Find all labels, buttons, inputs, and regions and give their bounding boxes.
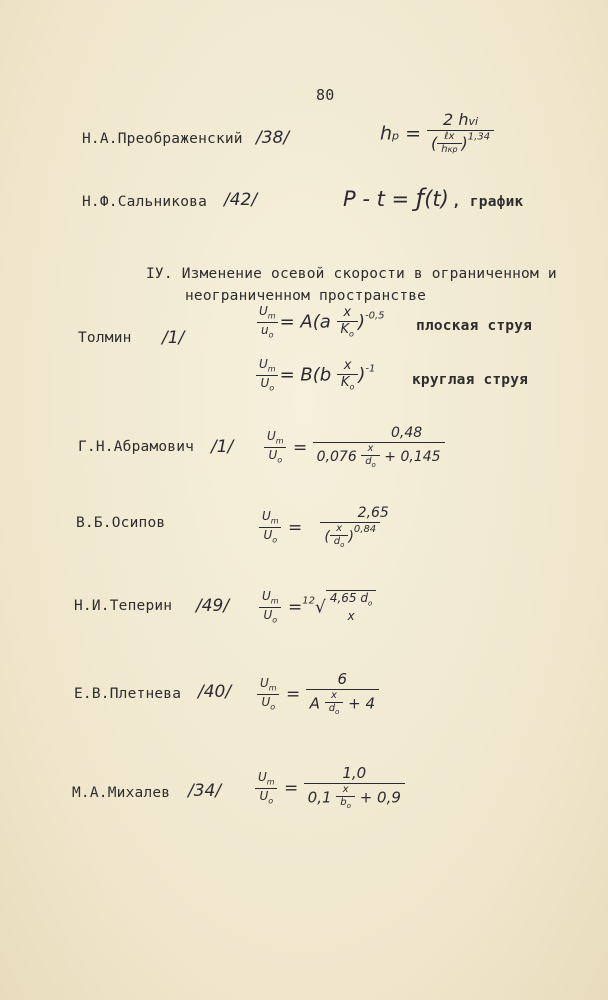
page-number: 80 (316, 86, 335, 104)
author-tolmin: Толмин (78, 330, 132, 346)
ref-preobrazhensky: /38/ (256, 128, 290, 148)
ref-mikhalev: /34/ (188, 781, 222, 801)
ref-salnikova: /42/ (224, 190, 258, 210)
ref-abramovich: /1/ (211, 437, 234, 457)
formula-tolmin-flat: $\frac{U_m}{u_o}$ = A(a $\frac{x}{K_o}$ )$^{-0,5}$ (259, 304, 385, 340)
author-pletneva: Е.В.Плетнева (74, 686, 182, 702)
formula-abramovich: $\frac{U_m}{U_o}$ = 0,48 0,076 $\frac{x}{d_o}$ + 0,145 (263, 426, 445, 470)
note-round-jet: круглая струя (412, 372, 529, 388)
section-heading-line1: IУ. Изменение осевой скорости в ограниченном и (146, 266, 557, 282)
author-osipov: В.Б.Осипов (76, 515, 166, 531)
note-salnikova: , график (452, 194, 524, 210)
formula-pletneva: $\frac{U_m}{U_o}$ = 6 A $\frac{x}{d_o}$ + 4 (256, 672, 379, 717)
formula-osipov: $\frac{U_m}{U_o}$ = 2,65 ( $\frac{x}{d_o}$ )$^{0,84}$ (258, 506, 393, 550)
author-abramovich: Г.Н.Абрамович (78, 439, 195, 455)
formula-tolmin-round: $\frac{U_m}{U_o}$ = B(b $\frac{x}{K_o}$ )$^{-1}$ (255, 358, 375, 393)
author-salnikova: Н.Ф.Сальникова (82, 194, 208, 210)
ref-teperin: /49/ (196, 596, 230, 616)
formula-mikhalev: $\frac{U_m}{U_o}$ = 1,0 0,1 $\frac{x}{b_o}$ + 0,9 (254, 766, 405, 811)
formula-preobrazhensky: hp = 2 hvi ( $\frac{\text{ℓx}}{\text{hкр}}$ )$^{1,34}$ (380, 112, 494, 156)
ref-pletneva: /40/ (198, 682, 232, 702)
ref-tolmin: /1/ (162, 328, 185, 348)
author-preobrazhensky: Н.А.Преображенский (82, 131, 243, 147)
note-flat-jet: плоская струя (416, 318, 533, 334)
formula-teperin: $\frac{U_m}{U_o}$ =$^{12}$√ 4,65 $d_o$ x (258, 590, 376, 625)
formula-salnikova: P - t = ƒ(t) (343, 184, 449, 212)
section-heading-line2: неограниченном пространстве (185, 288, 427, 304)
author-teperin: Н.И.Теперин (74, 598, 173, 614)
author-mikhalev: М.А.Михалев (72, 785, 171, 801)
